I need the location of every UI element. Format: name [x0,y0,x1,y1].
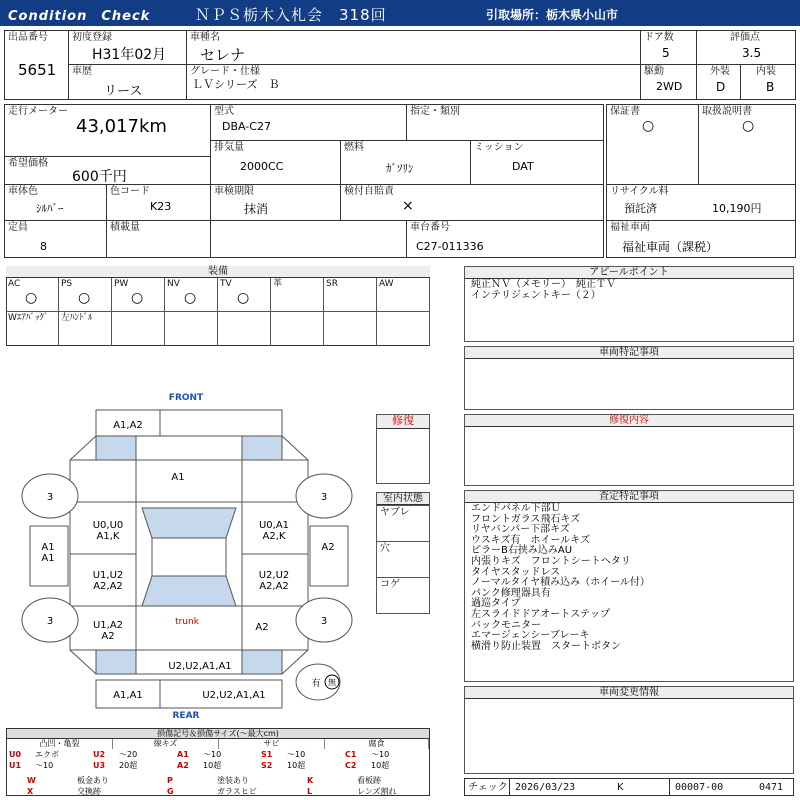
equipment-extra-cell [112,312,165,346]
interior-item-hole: 穴 [380,543,390,554]
change-info-title: 車両変更情報 [465,687,793,699]
mission-label: ミッション [474,142,524,153]
legend-desc: 〜10 [287,750,306,759]
legend-code: U2 [93,750,106,759]
left-rear-door-damage: U1,U2 A2,A2 [92,570,124,592]
inspection-notes-title: 査定特記事項 [465,491,793,503]
recycle-status: 預託済 [624,202,657,215]
legend-sizes [7,749,429,771]
vehicle-notes-title: 車両特記事項 [465,347,793,359]
welfare-label: 福祉車両 [610,222,650,233]
appeal-panel [464,266,794,342]
right-front-door-damage: U0,A1 A2,K [258,520,290,542]
colorcode-label: 色コード [110,186,150,197]
manual-label: 取扱説明書 [702,106,752,117]
inspection-note-line: ノーマルタイヤ積み込み（ホイール付） [471,577,650,589]
legend-symbol-code: K [307,776,314,785]
inspection-note-line: リヤバンパー下部キズ [471,524,570,536]
grade: ＬＶシリーズ Ｂ [192,78,280,91]
legend-code: A1 [177,750,189,759]
inspection-label: 車検期限 [214,186,254,197]
inspection-note-line: フロントガラス飛石キズ [471,513,581,525]
legend-code: C1 [345,750,357,759]
change-info-panel [464,686,794,774]
interior-title: 室内状態 [377,493,429,505]
legend-groups [7,739,429,749]
history: リース [104,84,143,99]
legend-symbol-desc: 塗装あり [217,776,249,785]
legend-symbol-desc: ガラスヒビ [217,787,257,796]
equipment-extra-cell [59,312,112,346]
inspection-note-line: エンドパネル下部Ｕ [471,503,561,514]
class-label: 指定・類別 [410,106,460,117]
repair-content-panel [464,414,794,486]
equipment-mark: ○ [131,290,144,306]
legend-group: 腐食 [325,739,429,749]
drive-label: 駆動 [644,66,664,77]
drive: 2WD [656,80,683,93]
legend-code: C2 [345,761,357,770]
repair-box [376,414,430,484]
right-fender-box [310,526,348,586]
equipment-pw [112,278,165,312]
inspection-notes-panel [464,490,794,682]
equipment-nv [165,278,218,312]
front-corner-left [96,436,136,460]
equipment-grid [6,278,430,346]
lot-number: 5651 [18,61,57,79]
legend-desc: 10超 [287,761,306,770]
hood-panel [136,460,242,502]
checker: K [617,782,624,793]
car-name: セレナ [200,46,246,64]
legend-title: 損傷記号＆損傷サイズ(〜最大cm) [7,729,429,739]
equipment-key: 革 [273,279,283,289]
mileage-label: 走行メーター [8,106,68,117]
color-label: 車体色 [8,186,38,197]
footer-bar [464,778,794,796]
equipment-key: 左ﾊﾝﾄﾞﾙ [61,313,93,323]
equipment-key: AC [8,279,21,289]
equipment-key: PW [114,279,129,289]
exterior-score: D [716,80,726,94]
header-bar [0,0,800,26]
check-date: 2026/03/23 [515,782,576,793]
interior-score: B [766,80,775,94]
equipment-key: TV [220,279,232,289]
rear-gate-damage: U2,U2,A1,A1 [168,661,232,672]
rear-bumper-left-damage: A1,A1 [113,690,143,701]
equipment-extra-cell [218,312,271,346]
legend-desc: 10超 [203,761,222,770]
equipment-ac [6,278,59,312]
damage-legend [6,728,430,796]
appeal-line: 純正ＮＶ（メモリー） 純正ＴＶ [471,279,616,290]
equipment-key: NV [167,279,180,289]
inspection-note-line: バックモニター [471,619,541,631]
legend-code: S2 [261,761,273,770]
car-diagram [0,380,380,720]
model-label: 型式 [214,106,234,117]
chassis-number: C27-011336 [416,240,484,253]
equipment-mark: ○ [237,290,250,306]
trunk-label: trunk [175,617,199,627]
rear-label: REAR [172,711,200,720]
legend-desc: 20超 [119,761,138,770]
capacity-label: 定員 [8,222,28,233]
equipment-extra-cell [377,312,430,346]
legend-code: U1 [9,761,22,770]
warranty-label: 保証書 [610,106,640,117]
legend-symbol-desc: 板金あり [77,776,109,785]
legend-group: 線キズ [113,739,219,749]
equipment-aw [377,278,430,312]
legend-symbol-code: X [27,787,34,796]
name-label: 車種名 [190,32,220,43]
title-left: Condition Check [8,9,151,24]
auction-title: ＮＰＳ栃木入札会 318回 [195,6,387,24]
left-front-door-damage: U0,U0 A1,K [92,520,124,542]
legend-code: U0 [9,750,22,759]
tire-rl-label: 3 [46,616,54,627]
appeal-line: インテリジェントキー（２） [471,290,601,301]
legend-desc: 10超 [371,761,390,770]
manual: ○ [742,118,755,134]
price-label: 希望価格 [8,158,48,169]
legend-symbol-desc: 看板跡 [357,776,381,785]
inspection-note-line: 横滑り防止装置 スタートボタン [471,640,621,652]
rear-window [142,576,236,606]
legend-group: サビ [219,739,325,749]
legend-symbol-code: L [307,787,313,796]
repair-title: 修復 [377,415,429,429]
legend-symbols [7,775,429,797]
grade-label: グレード・仕様 [190,66,260,77]
inspection-note-line: エマージェンシーブレーキ [471,630,590,642]
legend-code: U3 [93,761,106,770]
equipment-mark: ○ [25,290,38,306]
doors: 5 [662,46,670,60]
right-quarter-damage: A2 [255,622,269,633]
tire-fl-label: 3 [46,492,54,503]
legend-symbol-code: G [167,787,174,796]
welfare-vehicle: 福祉車両（課税） [622,240,719,254]
legend-desc: 〜20 [119,750,138,759]
inspection-note-line: パンク修理器具有 [471,587,551,599]
legend-symbol-desc: 交換跡 [77,787,101,796]
inspection-note-line: ピラーB右挟み込みAU [471,545,573,557]
spare-none-label: 無 [328,678,336,687]
displacement: 2000CC [240,160,284,173]
repair-content-title: 修復内容 [465,415,793,427]
equipment-sr [324,278,377,312]
legend-desc: 〜10 [35,761,54,770]
left-quarter-damage: U1,A2 A2 [92,620,124,642]
legend-code: S1 [261,750,273,759]
capacity: 8 [40,240,47,253]
appeal-title: アピールポイント [465,267,793,279]
inspection-note-line: 左スライドドアオートステップ [471,608,610,620]
recycle-label: リサイクル料 [610,186,669,197]
check-label: チェック [468,782,508,793]
ext-label: 外装 [710,66,730,77]
rear-bumper-right-damage: U2,U2,A1,A1 [202,690,266,701]
recycle-amount: 10,190円 [712,202,762,215]
tire-rr-label: 3 [320,616,328,627]
code-2: 0471 [759,782,784,793]
desired-price: 600千円 [72,169,127,185]
mission: DAT [512,160,534,173]
legend-code: A2 [177,761,189,770]
inspection-expiry: 抹消 [244,202,269,216]
model-code: DBA-C27 [222,120,271,133]
legend-desc: エクボ [35,750,59,759]
equipment-革 [271,278,324,312]
first-registration: H31年02月 [92,47,167,63]
roof-panel [152,538,226,576]
hood-damage: A1 [171,472,185,483]
legend-symbol-code: W [27,776,36,785]
chassis-label: 車台番号 [410,222,450,233]
int-label: 内装 [756,66,776,77]
equipment-key: Wｴｱﾊﾞｯｸﾞ [8,313,49,323]
fuel-label: 燃料 [344,142,364,153]
equipment-extra-cell [271,312,324,346]
rear-corner-right [242,650,282,674]
interior-item-tear: ヤブレ [380,507,410,518]
equipment-extra-cell [324,312,377,346]
front-corner-right [242,436,282,460]
legend-group: 凸凹・亀裂 [7,739,113,749]
left-fender-damage: A1 A1 [41,542,55,564]
pickup-location: 引取場所：栃木県小山市 [486,8,619,22]
warranty: ○ [642,118,655,134]
appeal-text [471,279,616,301]
load-label: 積載量 [110,222,140,233]
score-label: 評価点 [730,32,760,43]
inspection-note-line: 内張りキズ フロントシートヘタリ [471,555,631,567]
liability-label: 検付自賠責 [344,186,394,197]
equipment-key: AW [379,279,394,289]
code-1: 00007-00 [675,782,724,793]
rear-corner-left [96,650,136,674]
lot-label: 出品番号 [8,32,48,43]
displacement-label: 排気量 [214,142,244,153]
inspection-notes-text [471,504,650,652]
info-grid-right [606,104,796,258]
equipment-extra-cell [165,312,218,346]
inspection-note-line: ウスキズ有 ホイールキズ [471,534,591,546]
equipment-key: SR [326,279,338,289]
spare-label: 有 [311,679,321,689]
inspection-note-line: 過巡タイプ [471,598,521,610]
fuel: ｶﾞｿﾘﾝ [386,162,414,175]
mileage: 43,017km [76,116,167,137]
windshield [142,508,236,538]
inspection-note-line: タイヤスタッドレス [471,566,561,578]
reg-label: 初度登録 [72,32,112,43]
equipment-ps [59,278,112,312]
equipment-tv [218,278,271,312]
color-code: K23 [150,200,172,213]
interior-item-burn: コゲ [380,579,400,590]
vehicle-notes-panel [464,346,794,410]
tire-fr-label: 3 [320,492,328,503]
equipment-mark: ○ [78,290,91,306]
history-label: 車歴 [72,66,92,77]
right-fender-damage: A2 [321,542,335,553]
liability: × [402,198,414,214]
legend-symbol-desc: レンズ割れ [357,787,397,796]
equipment-title: 装備 [6,266,430,278]
legend-desc: 〜10 [371,750,390,759]
front-label: FRONT [168,393,204,403]
front-bumper-damage: A1,A2 [113,420,143,431]
equipment-extra-cell [6,312,59,346]
equipment-key: PS [61,279,73,289]
score: 3.5 [742,46,762,60]
legend-desc: 〜10 [203,750,222,759]
legend-symbol-code: P [167,776,173,785]
right-rear-door-damage: U2,U2 A2,A2 [258,570,290,592]
equipment-mark: ○ [184,290,197,306]
body-color: ｼﾙﾊﾞｰ [36,202,64,215]
interior-box [376,492,430,614]
doors-label: ドア数 [644,32,674,43]
